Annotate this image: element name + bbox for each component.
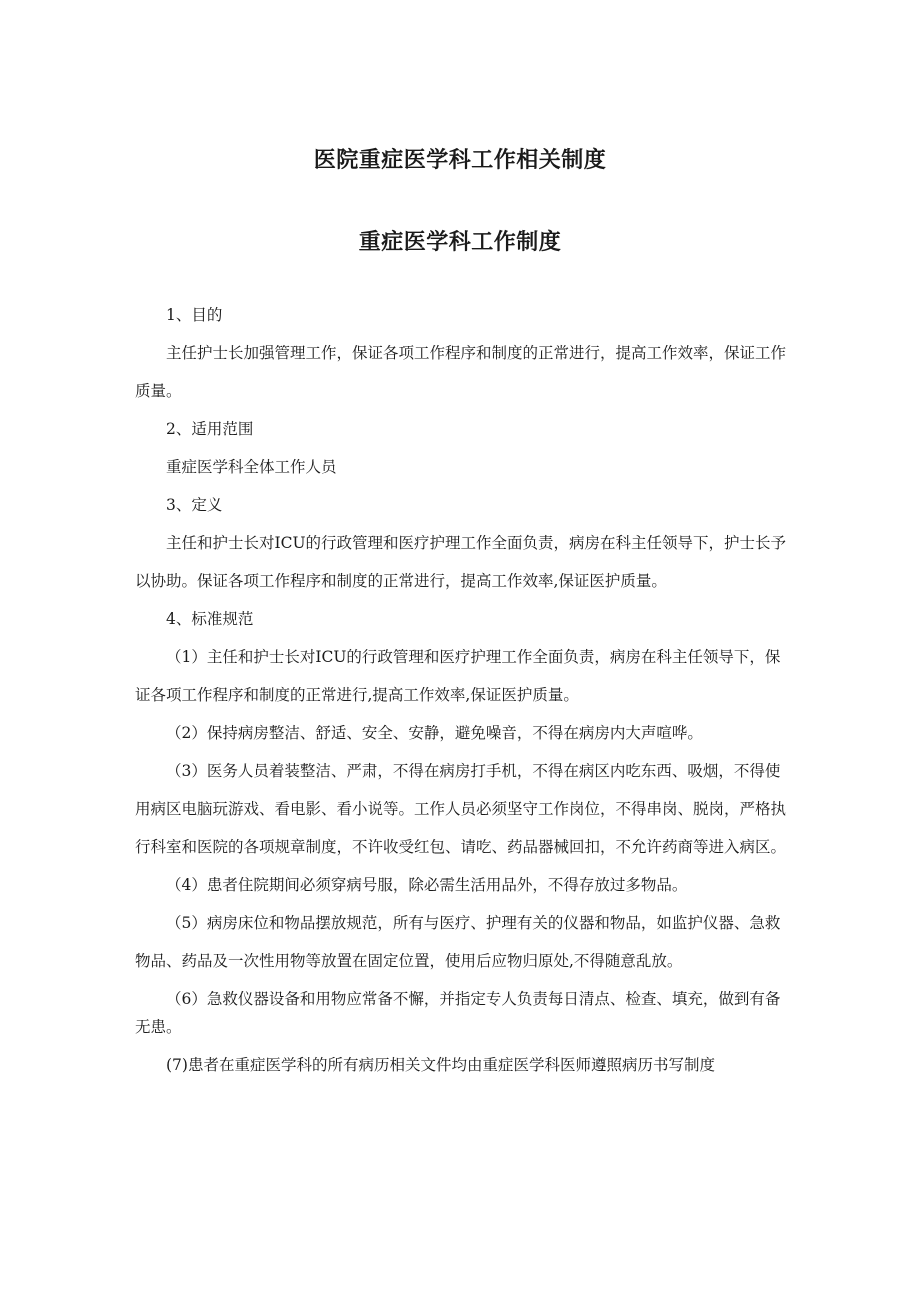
standard-item-2: （2）保持病房整洁、舒适、安全、安静，避免噪音，不得在病房内大声喧哗。	[166, 724, 703, 742]
standard-item-6: （6）急救仪器设备和用物应常备不懈，并指定专人负责每日清点、检查、填充，做到有备无患。	[135, 990, 781, 1036]
section-heading-standards: 4、标准规范	[166, 610, 254, 628]
standard-item-7: (7)患者在重症医学科的所有病历相关文件均由重症医学科医师遵照病历书写制度	[166, 1056, 715, 1074]
standard-item-3: （3）医务人员着装整洁、严肃，不得在病房打手机，不得在病区内吃东西、吸烟，不得使用病区电脑玩游戏、看电影、看小说等。工作人员必须坚守工作岗位，不得串岗、脱岗，严格执行科室和医院的各项规章制度，不许收受红包、请吃、药品器械回扣，不允许药商等进入病区。	[135, 762, 787, 856]
section-heading-purpose: 1、目的	[166, 306, 223, 324]
standard-item-1: （1）主任和护士长对ICU的行政管理和医疗护理工作全面负责，病房在科主任领导下，保证各项工作程序和制度的正常进行,提高工作效率,保证医护质量。	[135, 648, 781, 704]
paragraph-scope: 重症医学科全体工作人员	[166, 458, 337, 476]
section-heading-definition: 3、定义	[166, 496, 223, 514]
document-subtitle: 重症医学科工作制度	[358, 230, 562, 255]
standard-item-4: （4）患者住院期间必须穿病号服，除必需生活用品外，不得存放过多物品。	[166, 876, 688, 894]
document-body	[135, 296, 795, 1084]
section-heading-scope: 2、适用范围	[166, 420, 254, 438]
paragraph-definition: 主任和护士长对ICU的行政管理和医疗护理工作全面负责，病房在科主任领导下，护士长予以协助。保证各项工作程序和制度的正常进行，提高工作效率,保证医护质量。	[135, 534, 787, 590]
paragraph-purpose: 主任护士长加强管理工作，保证各项工作程序和制度的正常进行，提高工作效率，保证工作质量。	[135, 344, 787, 400]
document-title: 医院重症医学科工作相关制度	[313, 148, 607, 173]
standard-item-5: （5）病房床位和物品摆放规范，所有与医疗、护理有关的仪器和物品，如监护仪器、急救物品、药品及一次性用物等放置在固定位置，使用后应物归原处,不得随意乱放。	[135, 914, 781, 970]
